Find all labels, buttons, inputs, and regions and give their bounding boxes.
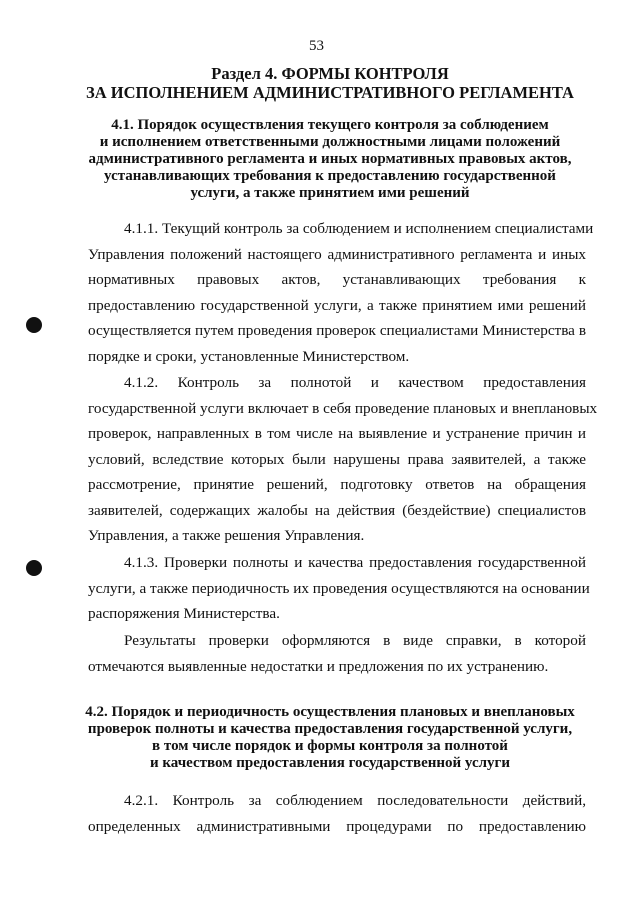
- text-line: 4.1.1. Текущий контроль за соблюдением и исполнением специалистами: [124, 220, 594, 237]
- heading-line: в том числе порядок и формы контроля за полнотой: [152, 738, 508, 754]
- text-line: проверок, направленных в том числе на выявление и устранение причин и: [88, 425, 586, 442]
- text-line: Управления положений настоящего административного регламента и иных: [88, 245, 586, 263]
- text-line: Управления, а также решения Управления.: [88, 527, 365, 544]
- text-line: нормативных правовых актов, устанавливающих требования к: [88, 271, 586, 288]
- text-line: Результаты проверки оформляются в виде справки, в которой: [124, 632, 586, 649]
- heading-line: административного регламента и иных нормативных правовых актов,: [88, 151, 572, 167]
- text-line: осуществляется путем проведения проверок специалистами Министерства в: [88, 322, 586, 339]
- heading-line: и исполнением ответственными должностными лицами положений: [99, 134, 561, 150]
- subsection-heading-4-2: [60, 704, 600, 772]
- text-line: услуги, а также периодичность их проведения осуществляются на основании: [88, 579, 590, 597]
- text-line: 4.2.1. Контроль за соблюдением последовательности действий,: [124, 792, 586, 809]
- heading-line: проверок полноты и качества предоставления государственной услуги,: [87, 721, 573, 737]
- text-line: 4.1.2. Контроль за полнотой и качеством предоставления: [124, 374, 586, 391]
- text-line: 4.1.3. Проверки полноты и качества предоставления государственной: [124, 554, 586, 571]
- page-number: 53: [309, 38, 324, 54]
- paragraph-4-1-1: [88, 216, 594, 369]
- text-line: заявителей, содержащих жалобы на действия (бездействие) специалистов: [88, 501, 586, 519]
- text-line: распоряжения Министерства.: [88, 605, 280, 622]
- text-line: определенных административными процедурами по предоставлению: [88, 817, 586, 835]
- punch-hole-mark: [26, 317, 42, 333]
- paragraph-4-1-2: [88, 370, 598, 549]
- paragraph-4-1-3: [88, 550, 590, 627]
- text-line: условий, вследствие которых были нарушены права заявителей, а также: [88, 450, 586, 468]
- text-line: отмечаются выявленные недостатки и предложения по их устранению.: [88, 657, 549, 675]
- punch-hole-mark: [26, 560, 42, 576]
- text-line: рассмотрение, принятие решений, подготовку ответов на обращения: [88, 476, 586, 493]
- section-title: [60, 64, 600, 102]
- subsection-heading-4-1: [60, 117, 600, 202]
- heading-line: 4.1. Порядок осуществления текущего контроля за соблюдением: [111, 117, 549, 133]
- heading-line: и качеством предоставления государственной услуги: [150, 755, 510, 771]
- paragraph-results: [88, 628, 586, 679]
- text-line: порядке и сроки, установленные Министерством.: [88, 347, 410, 365]
- heading-line: 4.2. Порядок и периодичность осуществления плановых и внеплановых: [85, 704, 575, 720]
- text-line: предоставлению государственной услуги, а также принятием ими решений: [88, 296, 586, 314]
- section-title-line: Раздел 4. ФОРМЫ КОНТРОЛЯ: [211, 64, 449, 83]
- heading-line: услуги, а также принятием ими решений: [190, 185, 470, 201]
- section-title-line: ЗА ИСПОЛНЕНИЕМ АДМИНИСТРАТИВНОГО РЕГЛАМЕНТА: [86, 83, 574, 102]
- heading-line: устанавливающих требования к предоставлению государственной: [104, 168, 556, 184]
- paragraph-4-2-1: [88, 788, 586, 839]
- text-line: государственной услуги включает в себя проведение плановых и внеплановых: [88, 399, 598, 417]
